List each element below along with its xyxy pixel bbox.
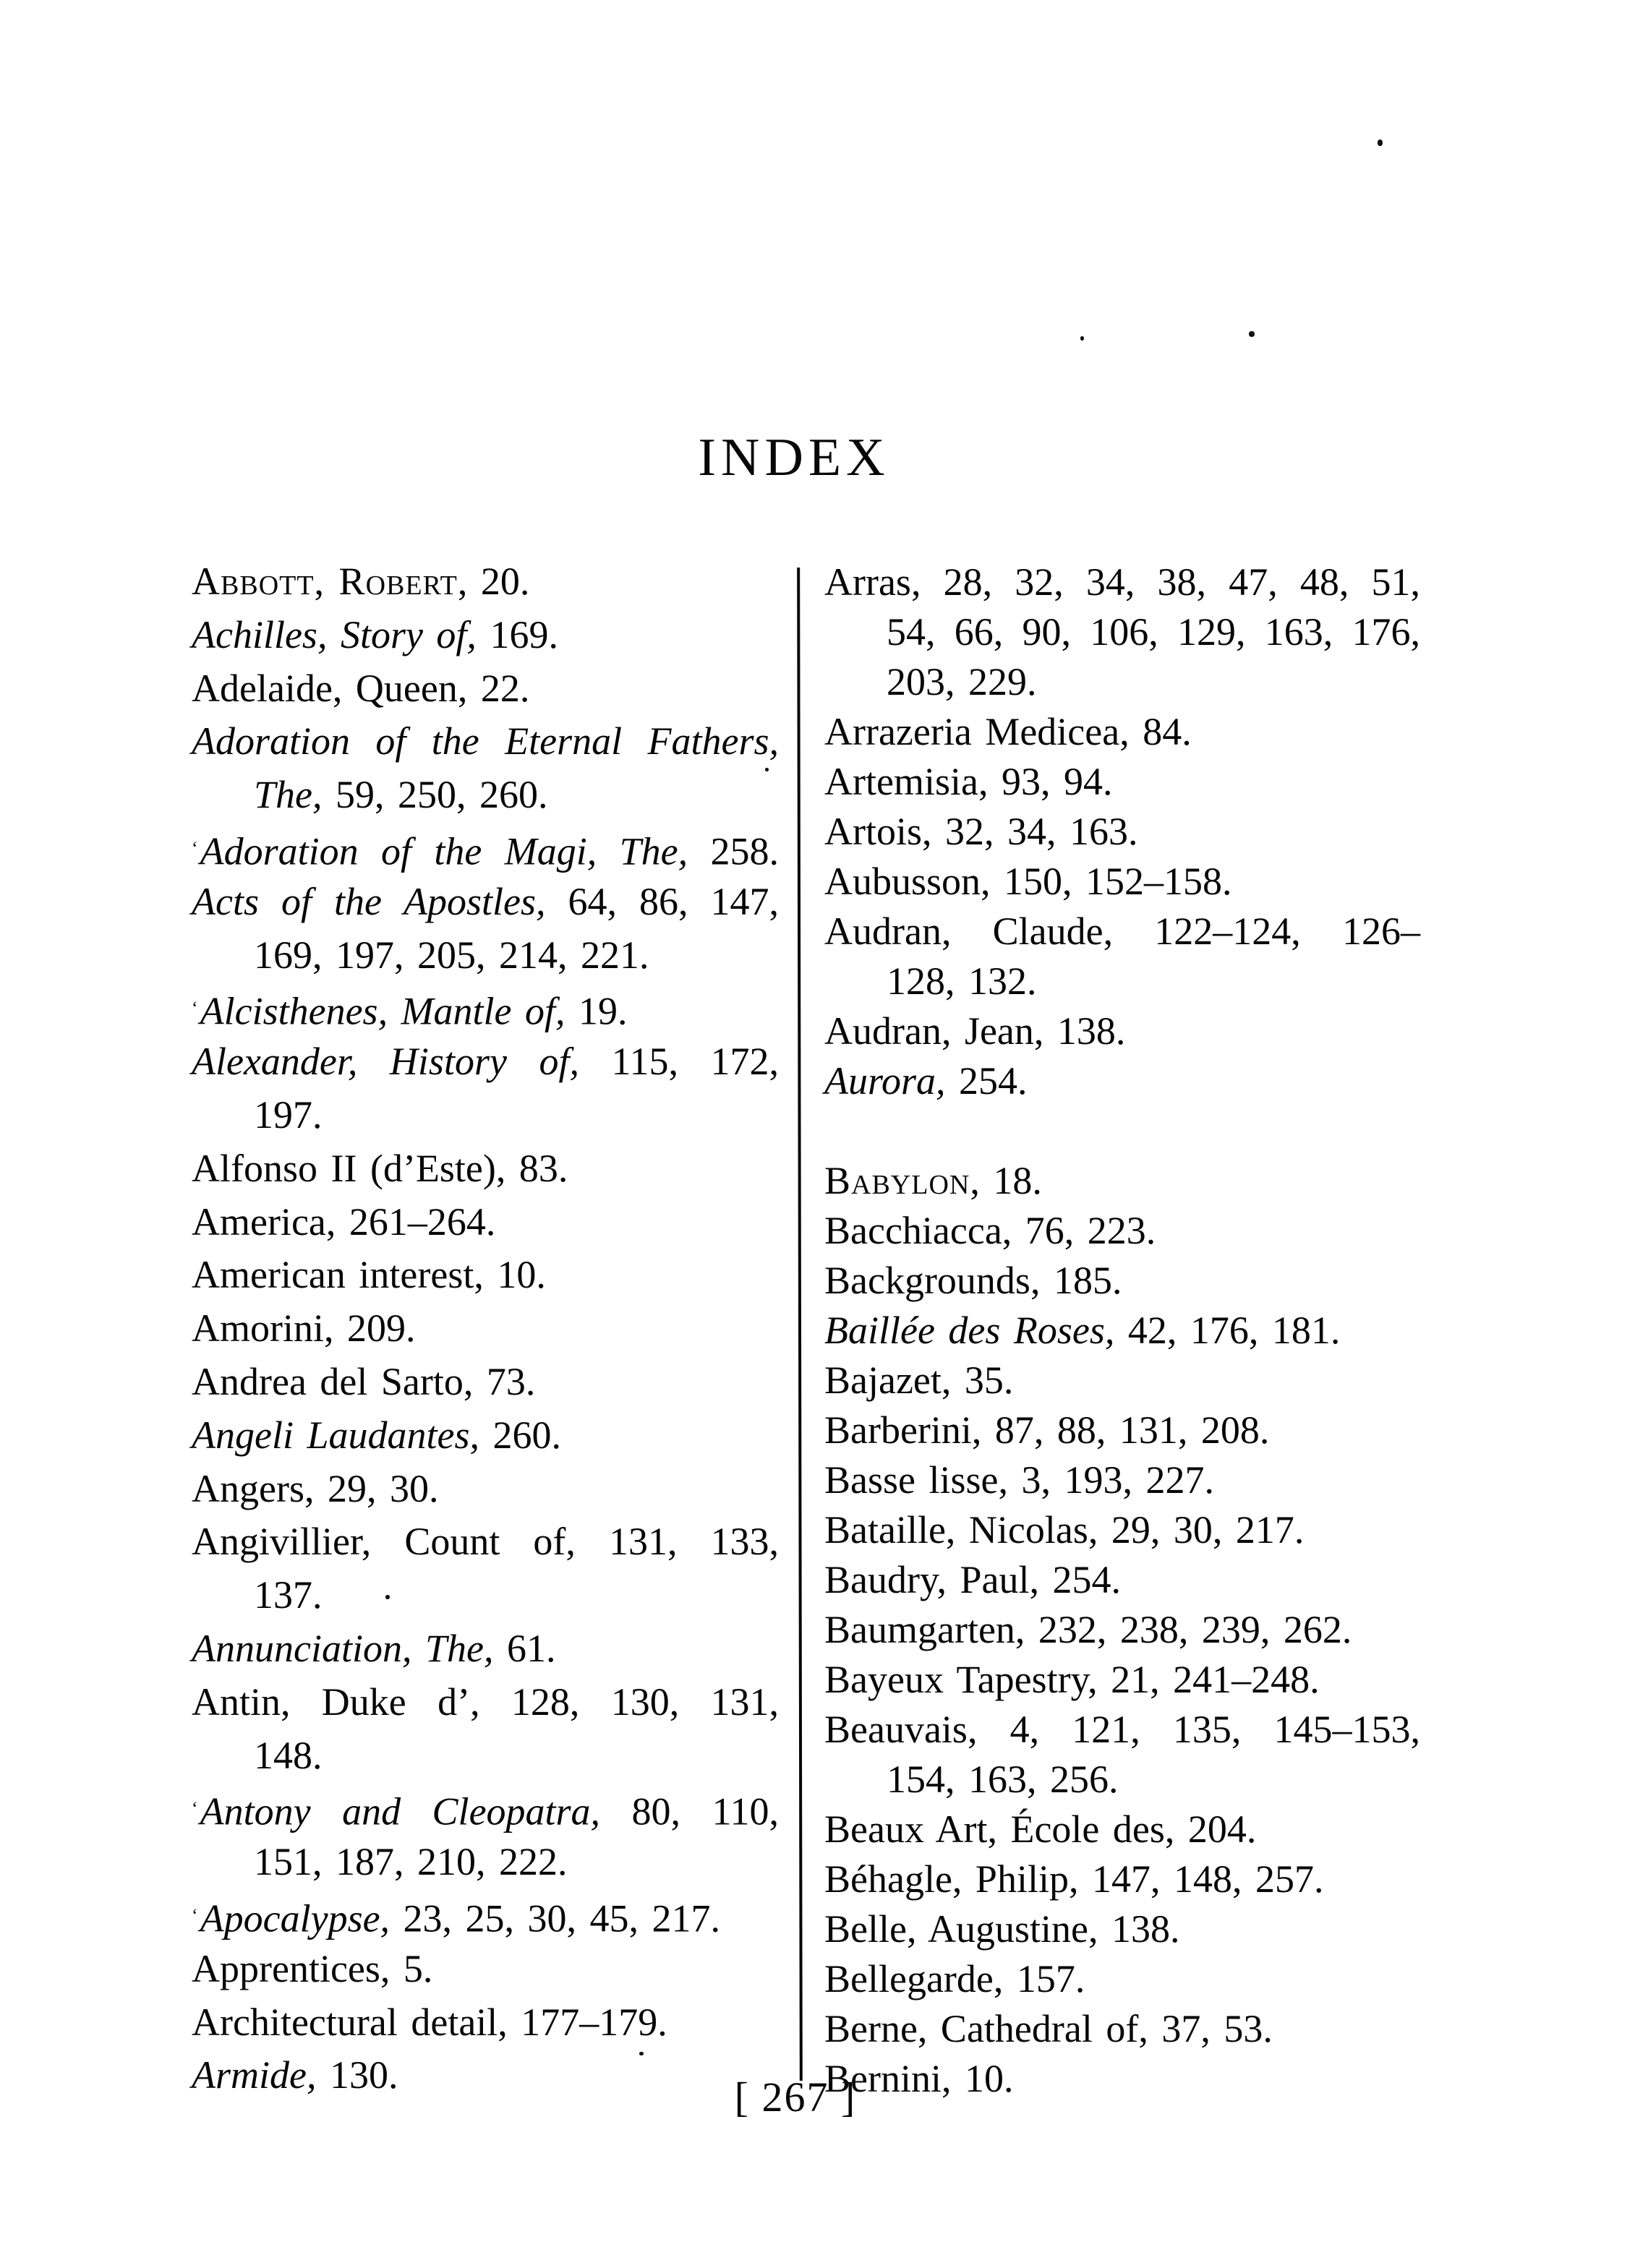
entry-text-segment: Béhagle, Philip, 147, 148, 257. [824,1857,1324,1901]
entry-text-segment: Aurora, [824,1059,946,1103]
index-entry-line [192,1089,779,1142]
entry-text-segment: Adelaide, Queen, 22. [192,666,530,710]
index-entry-line [824,1555,1420,1605]
scan-speck [639,2052,644,2055]
index-entry-line [824,607,1420,657]
index-entry-line [824,557,1420,607]
index-entry-line [824,1156,1420,1206]
index-entry-line [192,1782,779,1836]
index-entry-line [824,1755,1420,1805]
entry-text-segment: American interest, 10. [192,1253,546,1297]
index-entry-line [824,807,1420,857]
entry-text-segment: Belle, Augustine, 138. [824,1907,1180,1951]
index-column-right [824,557,1420,2104]
index-entry-line [824,1206,1420,1256]
entry-text-segment: 148. [254,1733,323,1777]
index-entry-line [824,1605,1420,1655]
index-entry-line [192,929,779,983]
scan-speck [1249,331,1255,337]
index-entry-line [192,982,779,1035]
entry-text-segment: The, [254,773,323,817]
scan-speck [1080,336,1084,341]
index-entry-line [192,1302,779,1356]
index-entry-line [192,1356,779,1409]
entry-text-segment: ʻ [192,998,198,1019]
entry-text-segment: Antin, Duke d’, 128, 130, 131, [192,1679,779,1724]
index-entry-line [824,1356,1420,1405]
index-entry-line [192,1676,779,1729]
index-entry-line [192,1196,779,1249]
entry-text-segment: Bajazet, 35. [824,1358,1014,1402]
index-entry-line [192,1836,779,1889]
index-entry-line [192,1249,779,1302]
entry-text-segment: ʻ [192,1798,198,1820]
entry-text-segment: Architectural detail, 177–179. [192,2000,667,2044]
index-entry-line [192,1996,779,2050]
index-entry-line [824,1655,1420,1705]
entry-text-segment: Basse lisse, 3, 193, 227. [824,1458,1214,1502]
entry-text-segment: 130. [316,2053,398,2097]
index-entry-line [824,1256,1420,1306]
entry-text-segment: Artemisia, 93, 94. [824,760,1113,803]
entry-text-segment: Adoration of the Eternal Fathers, [192,719,779,763]
entry-text-segment: Baumgarten, 232, 238, 239, 262. [824,1608,1352,1651]
entry-text-segment: , 18. [970,1159,1042,1202]
entry-text-segment: Bataille, Nicolas, 29, 30, 217. [824,1508,1305,1552]
entry-text-segment: Baudry, Paul, 254. [824,1558,1121,1601]
index-entry-line [192,662,779,716]
entry-text-segment: 254. [945,1059,1028,1103]
entry-text-segment: Arrazeria Medicea, 84. [824,710,1192,753]
entry-text-segment: 19. [565,989,628,1033]
index-entry-line [824,1954,1420,2004]
entry-text-segment: Adoration of the Magi, The, [200,829,688,873]
index-entry-line [192,769,779,822]
entry-text-segment: 203, 229. [887,660,1037,703]
index-entry-line [824,1405,1420,1455]
entry-text-segment: Abbott, Robert [192,560,458,603]
entry-text-segment: Alfonso II (d’Este), 83. [192,1146,568,1190]
entry-text-segment: Artois, 32, 34, 163. [824,810,1138,853]
page-title: INDEX [698,428,890,487]
entry-text-segment: Annunciation, The, [192,1626,494,1670]
index-entry-line [824,1805,1420,1854]
index-entry-line [824,707,1420,757]
entry-text-segment: Armide, [192,2053,317,2097]
entry-text-segment: 154, 163, 256. [887,1758,1119,1801]
entry-text-segment: Baillée des Roses, [824,1309,1115,1352]
entry-text-segment: 61. [493,1626,556,1670]
index-entry-line [824,857,1420,907]
index-entry-line [192,715,779,769]
index-entry-line [824,2004,1420,2054]
index-entry-line [192,555,779,609]
scan-speck [1378,140,1383,146]
entry-text-segment: 169, 197, 205, 214, 221. [254,933,649,977]
entry-text-segment: 197. [254,1092,323,1137]
index-entry-line [192,876,779,929]
entry-text-segment: 54, 66, 90, 106, 129, 163, 176, [887,610,1420,654]
entry-text-segment: Achilles, Story of, [192,612,477,656]
entry-text-segment: 23, 25, 30, 45, 217. [390,1896,721,1940]
index-entry-line [192,1035,779,1089]
entry-text-segment: Audran, Claude, 122–124, 126– [824,910,1420,953]
entry-text-segment: 115, 172, [578,1040,779,1084]
entry-text-segment: 169. [476,612,558,656]
entry-text-segment: Berne, Cathedral of, 37, 53. [824,2007,1273,2050]
entry-text-segment: 64, 86, 147, [545,879,779,923]
entry-text-segment: Aubusson, 150, 152–158. [824,860,1232,903]
column-divider-rule [797,568,803,2081]
entry-text-segment: Backgrounds, 185. [824,1259,1122,1302]
entry-text-segment: Arras, 28, 32, 34, 38, 47, 48, 51, [824,560,1420,604]
entry-text-segment: Alcisthenes, Mantle of, [200,989,565,1033]
entry-text-segment: 258. [688,829,780,873]
entry-text-segment: Bayeux Tapestry, 21, 241–248. [824,1658,1320,1701]
entry-text-segment: 137. [254,1573,323,1617]
entry-text-segment: Bacchiacca, 76, 223. [824,1209,1156,1252]
entry-text-segment: America, 261–264. [192,1199,496,1244]
entry-text-segment: Apprentices, 5. [192,1946,433,1990]
index-entry-line [192,1463,779,1516]
entry-text-segment: 59, 250, 260. [322,773,548,817]
index-entry-line [824,1455,1420,1505]
scan-speck [385,1595,390,1599]
page-number: [ 267 ] [734,2074,857,2121]
entry-text-segment: Acts of the Apostles, [192,879,546,923]
index-entry-line [192,1569,779,1622]
index-entry-line [192,1889,779,1943]
index-entry-line [824,1505,1420,1555]
entry-text-segment: Barberini, 87, 88, 131, 208. [824,1408,1270,1452]
index-entry-line [824,1904,1420,1954]
entry-text-segment: ʻ [192,837,198,859]
index-entry-line [824,1854,1420,1904]
index-entry-line [824,1056,1420,1106]
index-entry-line [824,757,1420,807]
index-entry-line [824,657,1420,707]
index-entry-line [824,907,1420,957]
entry-text-segment: Audran, Jean, 138. [824,1009,1126,1053]
index-entry-line [824,1705,1420,1755]
index-entry-line [824,957,1420,1006]
index-entry-line [192,1622,779,1676]
index-entry-line [192,1409,779,1463]
index-entry-line [192,609,779,662]
entry-text-segment: Andrea del Sarto, 73. [192,1359,536,1403]
entry-text-segment: Bernini, 10. [824,2057,1014,2100]
index-entry-gap [824,1106,1420,1156]
entry-text-segment: Babylon [824,1159,970,1202]
entry-text-segment: 151, 187, 210, 222. [254,1840,568,1884]
index-entry-line [192,822,779,876]
entry-text-segment: 260. [479,1413,561,1457]
entry-text-segment: , 20. [457,560,530,603]
index-entry-line [824,1006,1420,1056]
entry-text-segment: Angeli Laudantes, [192,1413,479,1457]
entry-text-segment: Angivillier, Count of, 131, 133, [192,1520,779,1564]
entry-text-segment: Apocalypse, [200,1896,390,1940]
entry-text-segment: Beauvais, 4, 121, 135, 145–153, [824,1708,1420,1751]
index-column-left [192,555,779,2102]
entry-text-segment: 42, 176, 181. [1114,1309,1341,1352]
entry-text-segment: Bellegarde, 157. [824,1957,1085,2000]
entry-text-segment: 128, 132. [887,959,1037,1003]
entry-text-segment: Antony and Cleopatra, [200,1789,601,1833]
index-entry-line [824,1306,1420,1356]
index-entry-line [192,1729,779,1783]
entry-text-segment: Amorini, 209. [192,1306,416,1351]
entry-text-segment: Angers, 29, 30. [192,1466,439,1510]
entry-text-segment: 80, 110, [600,1789,780,1833]
entry-text-segment: ʻ [192,1904,198,1926]
index-entry-line [192,1142,779,1196]
index-entry-line [192,1515,779,1569]
scan-speck [765,768,769,771]
entry-text-segment: Beaux Art, École des, 204. [824,1807,1257,1851]
index-entry-line [192,1943,779,1996]
entry-text-segment: Alexander, History of, [192,1040,579,1084]
